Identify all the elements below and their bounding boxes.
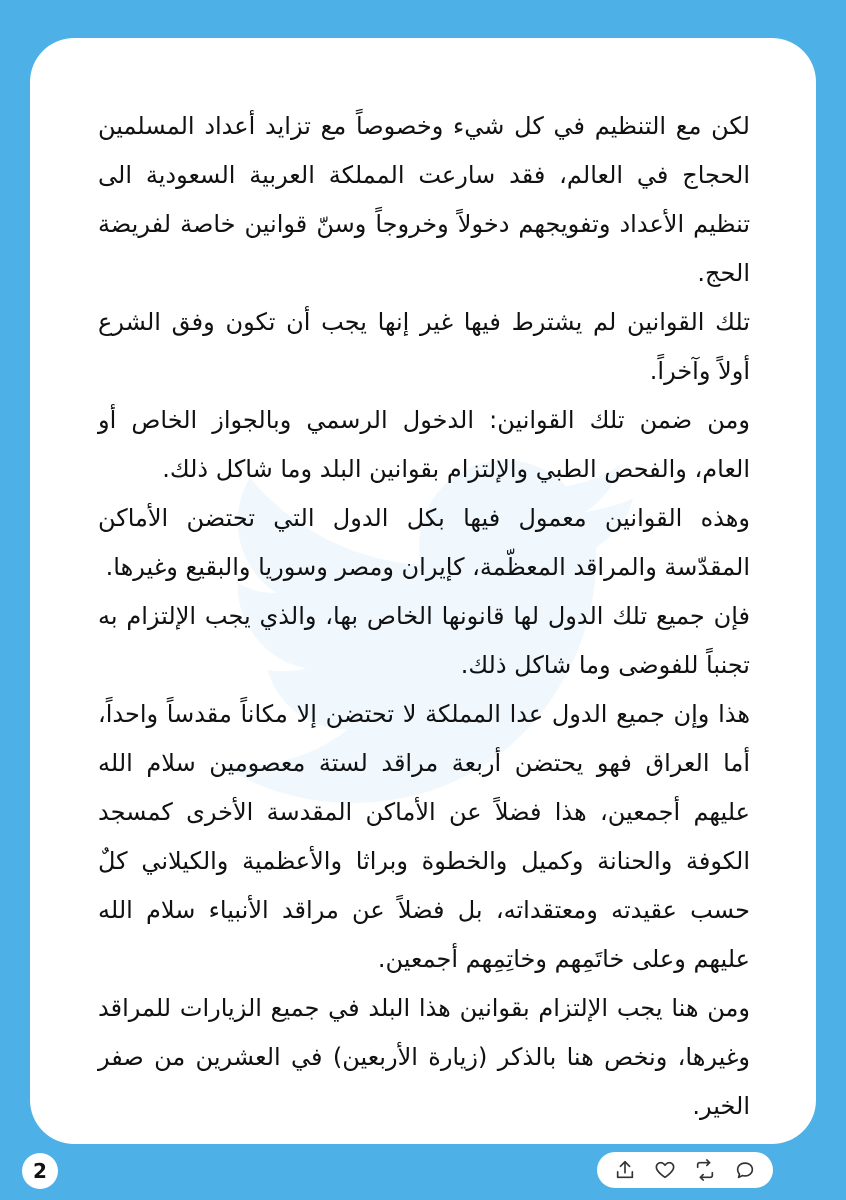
paragraph-3: ومن ضمن تلك القوانين: الدخول الرسمي وبالجواز الخاص أو العام، والفحص الطبي والإلتزام بقوانين البلد وما شاكل ذلك.: [98, 406, 750, 483]
retweet-icon[interactable]: [691, 1156, 719, 1184]
article-body: [98, 102, 750, 1131]
reply-icon[interactable]: [731, 1156, 759, 1184]
paragraph-5: فإن جميع تلك الدول لها قانونها الخاص بها، والذي يجب الإلتزام به تجنباً للفوضى وما شاكل ذلك.: [98, 602, 750, 679]
page-number: 2: [22, 1153, 58, 1189]
share-icon[interactable]: [611, 1156, 639, 1184]
heart-icon[interactable]: [651, 1156, 679, 1184]
tweet-actions-bar: [597, 1152, 773, 1188]
paragraph-2: تلك القوانين لم يشترط فيها غير إنها يجب أن تكون وفق الشرع أولاً وآخراً.: [98, 308, 750, 385]
paragraph-4: وهذه القوانين معمول فيها بكل الدول التي تحتضن الأماكن المقدّسة والمراقد المعظّمة، كإيران ومصر وسوريا والبقيع وغيرها.: [98, 504, 750, 581]
content-card: [30, 38, 816, 1144]
paragraph-1: لكن مع التنظيم في كل شيء وخصوصاً مع تزايد أعداد المسلمين الحجاج في العالم، فقد سارعت المملكة العربية السعودية الى تنظيم الأعداد وتفويجهم دخولاً وخروجاً وسنّ قوانين خاصة لفريضة الحج.: [98, 112, 750, 287]
paragraph-6: هذا وإن جميع الدول عدا المملكة لا تحتضن إلا مكاناً مقدساً واحداً، أما العراق فهو يحتضن أربعة مراقد لستة معصومين سلام الله عليهم أجمعين، هذا فضلاً عن الأماكن المقدسة الأخرى كمسجد الكوفة والحنانة وكميل والخطوة وبراثا والأعظمية والكيلاني كلٌ حسب عقيدته ومعتقداته، بل فضلاً عن مراقد الأنبياء سلام الله عليهم وعلى خاتَمِهم وخاتِمِهم أجمعين.: [98, 700, 750, 973]
paragraph-7: ومن هنا يجب الإلتزام بقوانين هذا البلد في جميع الزيارات للمراقد وغيرها، ونخص هنا بالذكر (زيارة الأربعين) في العشرين من صفر الخير.: [98, 994, 750, 1120]
